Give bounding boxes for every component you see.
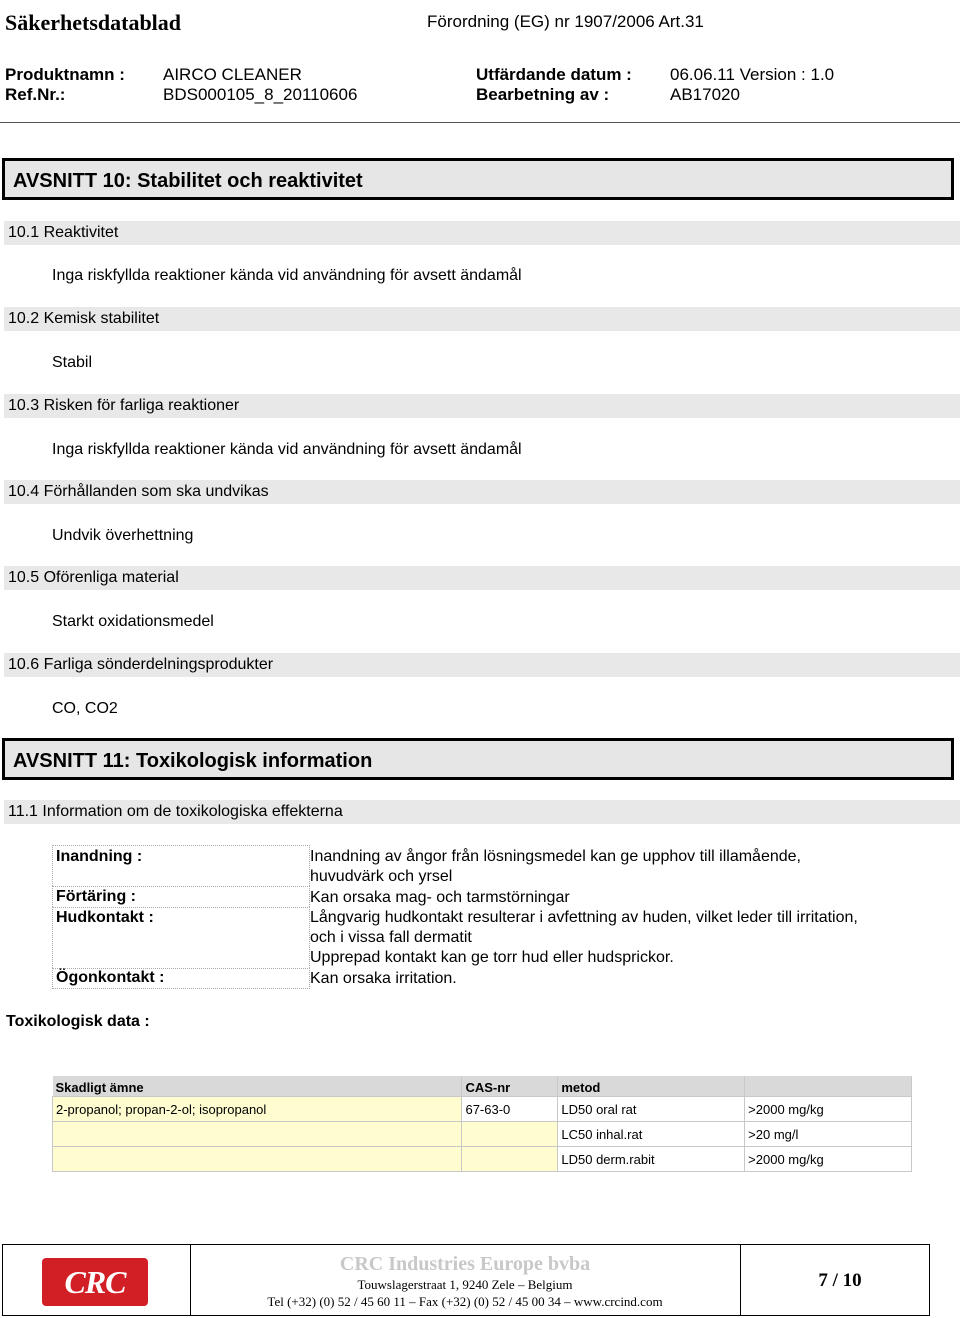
subsection-10-3 [4, 394, 960, 418]
ref-value: BDS000105_8_20110606 [163, 85, 358, 104]
column-header-cas: CAS-nr [462, 1076, 558, 1097]
inhalation-text-2: huvudvärk och yrsel [310, 868, 453, 885]
section-10-heading [2, 158, 954, 200]
subsection-11-1 [4, 800, 960, 824]
subsection-10-2 [4, 307, 960, 331]
skin-contact-text-1: Långvarig hudkontakt resulterar i avfettning av huden, vilket leder till irritation, [310, 909, 858, 926]
subsection-title: 10.5 Oförenliga material [8, 569, 179, 586]
company-name: CRC Industries Europe bvba [339, 1253, 591, 1275]
column-header-value [745, 1076, 912, 1097]
skin-contact-text-2: och i vissa fall dermatit [310, 929, 472, 946]
product-name-label: Produktnamn : [5, 65, 125, 84]
subsection-text: CO, CO2 [52, 700, 118, 717]
eye-contact-label: Ögonkontakt : [52, 968, 310, 989]
tox-data-label: Toxikologisk data : [6, 1013, 150, 1030]
revised-by-value: AB17020 [670, 85, 740, 104]
subsection-10-6 [4, 653, 960, 677]
subsection-10-4 [4, 480, 960, 504]
issue-date-label: Utfärdande datum : [476, 65, 632, 84]
product-name-value: AIRCO CLEANER [163, 65, 302, 84]
table-cell: >20 mg/l [745, 1122, 912, 1147]
subsection-title: 10.2 Kemisk stabilitet [8, 310, 160, 327]
footer-divider [190, 1244, 191, 1316]
table-cell: LD50 oral rat [558, 1097, 745, 1122]
document-title: Säkerhetsdatablad [5, 10, 182, 35]
company-address: Touwslagerstraat 1, 9240 Zele – Belgium [357, 1277, 573, 1292]
regulation-reference: Förordning (EG) nr 1907/2006 Art.31 [427, 12, 704, 31]
footer-divider [740, 1244, 741, 1316]
header-divider [0, 122, 960, 123]
logo-text: CRC [64, 1263, 126, 1300]
section-11-heading-text: AVSNITT 11: Toxikologisk information [13, 750, 373, 772]
section-10-heading-text: AVSNITT 10: Stabilitet och reaktivitet [13, 170, 363, 192]
ingestion-text: Kan orsaka mag- och tarmstörningar [310, 889, 570, 906]
table-cell: LC50 inhal.rat [558, 1122, 745, 1147]
subsection-text: Starkt oxidationsmedel [52, 613, 214, 630]
subsection-10-1 [4, 221, 960, 245]
revised-by-label: Bearbetning av : [476, 85, 610, 104]
ref-label: Ref.Nr.: [5, 85, 66, 104]
table-cell [462, 1147, 558, 1172]
table-header-row [53, 1076, 912, 1097]
ingestion-label: Förtäring : [52, 886, 310, 907]
column-header-method: metod [558, 1076, 745, 1097]
subsection-title: 10.1 Reaktivitet [8, 224, 119, 241]
crc-logo [42, 1258, 148, 1306]
skin-contact-text-3: Upprepad kontakt kan ge torr hud eller hudsprickor. [310, 949, 674, 966]
skin-contact-label: Hudkontakt : [52, 907, 310, 968]
subsection-text: Inga riskfyllda reaktioner kända vid användning för avsett ändamål [52, 267, 522, 284]
table-cell: >2000 mg/kg [745, 1097, 912, 1122]
subsection-10-5 [4, 566, 960, 590]
table-row [53, 1147, 912, 1172]
section-11-heading [2, 738, 954, 780]
subsection-text: Inga riskfyllda reaktioner kända vid användning för avsett ändamål [52, 441, 522, 458]
table-cell: LD50 derm.rabit [558, 1147, 745, 1172]
table-cell [462, 1122, 558, 1147]
subsection-title: 11.1 Information om de toxikologiska effekterna [8, 803, 343, 820]
subsection-text: Undvik överhettning [52, 527, 194, 544]
page-number: 7 / 10 [818, 1270, 862, 1291]
inhalation-label: Inandning : [52, 845, 310, 886]
tox-data-table [52, 1076, 912, 1172]
subsection-title: 10.4 Förhållanden som ska undvikas [8, 483, 269, 500]
company-contact: Tel (+32) (0) 52 / 45 60 11 – Fax (+32) (0) 52 / 45 00 34 – www.crcind.com [267, 1294, 663, 1309]
table-row [53, 1122, 912, 1147]
subsection-title: 10.6 Farliga sönderdelningsprodukter [8, 656, 274, 673]
issue-date-value: 06.06.11 Version : 1.0 [670, 65, 835, 84]
table-cell: 2-propanol; propan-2-ol; isopropanol [53, 1097, 462, 1122]
table-cell [53, 1147, 462, 1172]
column-header-substance: Skadligt ämne [53, 1076, 462, 1097]
subsection-title: 10.3 Risken för farliga reaktioner [8, 397, 240, 414]
table-cell [53, 1122, 462, 1147]
subsection-text: Stabil [52, 354, 93, 371]
table-row [53, 1097, 912, 1122]
inhalation-text-1: Inandning av ångor från lösningsmedel kan ge upphov till illamående, [310, 848, 801, 865]
table-cell: >2000 mg/kg [745, 1147, 912, 1172]
eye-contact-text: Kan orsaka irritation. [310, 970, 457, 987]
table-cell: 67-63-0 [462, 1097, 558, 1122]
